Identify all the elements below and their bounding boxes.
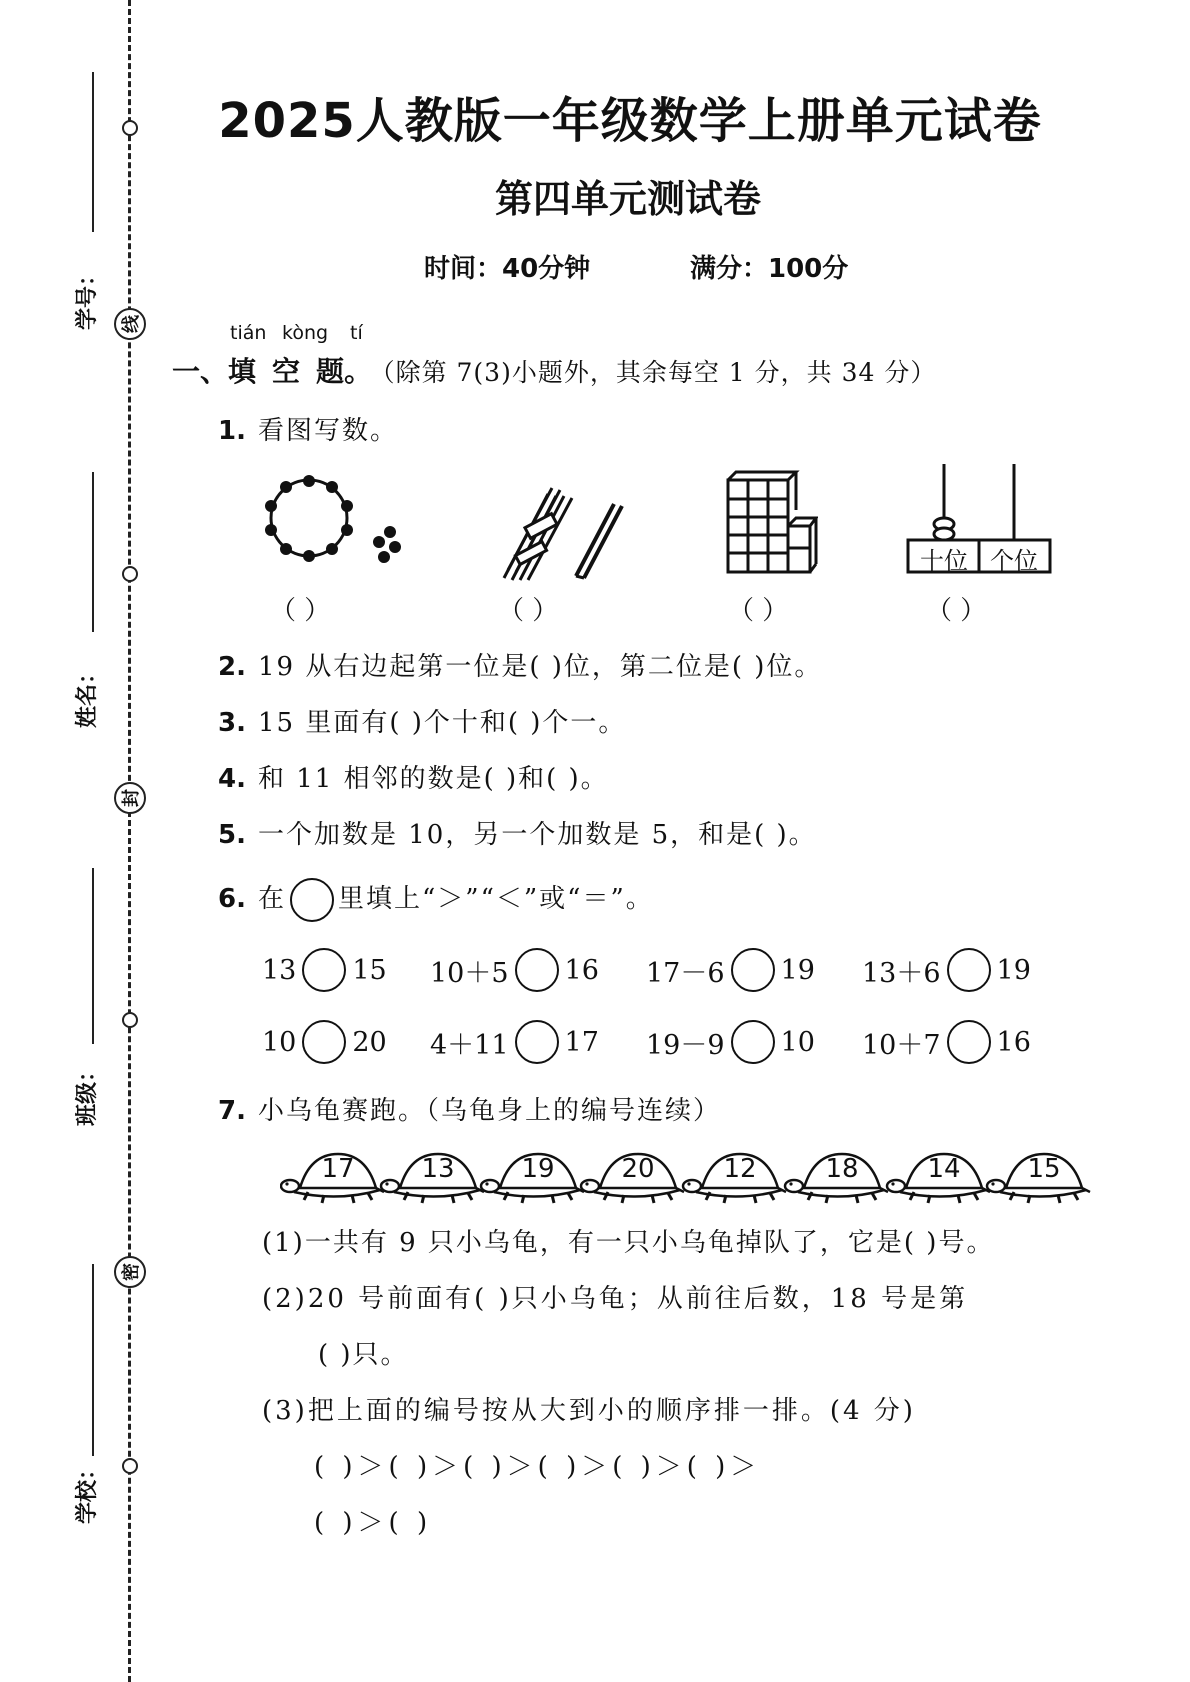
q7-part-2-cont[interactable]: ( )只。 [318,1340,409,1370]
question-3 [218,702,626,739]
abacus-label-ones: 个位 [990,547,1038,575]
abacus-figure [906,462,1052,574]
stick-bundle-figure [496,480,626,590]
question-7 [218,1090,721,1127]
order-chain-1[interactable]: ( )＞( )＞( )＞( )＞( )＞( )＞ [314,1452,762,1482]
dots-ring-figure [252,466,422,584]
field-school-label: 学校： [75,1457,100,1524]
turtle-number: 15 [1027,1154,1061,1184]
q7-part-3: (3)把上面的编号按从大到小的顺序排一排。(4 分) [262,1396,916,1426]
question-number: 4. [218,764,246,794]
field-class-label: 班级： [75,1059,100,1126]
question-number: 7. [218,1096,246,1126]
cube-blocks-figure [722,470,818,578]
question-text: 看图写数。 [257,416,398,446]
question-text[interactable]: 一个加数是 10，另一个加数是 5，和是( )。 [257,820,817,850]
pinyin-tian: tián [230,322,267,344]
question-text[interactable]: 15 里面有( )个十和( )个一。 [257,708,627,738]
question-number: 1. [218,416,246,446]
section-note: （除第 7(3)小题外，其余每空 1 分，共 34 分） [382,358,937,387]
field-student-number-label: 学号： [75,263,100,330]
circle-symbol [290,878,334,922]
pinyin-kong: kòng [282,322,329,344]
question-text[interactable]: 19 从右边起第一位是( )位，第二位是( )位。 [257,652,823,682]
binding-hole [122,566,138,582]
seal-feng: 封 [114,782,146,814]
margin-rule [92,868,94,1044]
compare-circle[interactable] [947,1020,991,1064]
seal-mi: 密 [114,1256,146,1288]
field-name-label: 姓名： [75,661,100,728]
turtle-number: 12 [723,1154,757,1184]
question-number: 2. [218,652,246,682]
question-text[interactable]: 和 11 相邻的数是( )和( )。 [257,764,609,794]
q7-part-1[interactable]: (1)一共有 9 只小乌龟，有一只小乌龟掉队了，它是( )号。 [262,1228,995,1258]
section-end: 。 [344,355,373,388]
compare-circle[interactable] [515,948,559,992]
section-number: 一、 [172,355,229,388]
question-number: 5. [218,820,246,850]
answer-blank[interactable]: （ ） [728,596,789,626]
turtle-number: 14 [927,1154,961,1184]
turtle-number: 19 [521,1154,555,1184]
question-1 [218,410,398,447]
turtle-row [280,1148,1100,1204]
binding-hole [122,1458,138,1474]
compare-circle[interactable] [302,948,346,992]
compare-circle[interactable] [731,1020,775,1064]
margin-rule [92,1264,94,1456]
compare-item: 10＋5 16 [430,948,599,992]
turtle-shapes [280,1148,1100,1204]
answer-blank[interactable]: （ ） [270,596,331,626]
abacus-label-tens: 十位 [920,547,968,575]
question-5 [218,814,817,851]
turtle-number: 13 [421,1154,455,1184]
question-text: 小乌龟赛跑。（乌龟身上的编号连续） [257,1096,721,1126]
binding-dashed-line [128,0,131,1682]
page-title: 2025人教版一年级数学上册单元试卷 [218,93,1042,149]
question-4 [218,758,609,795]
compare-circle[interactable] [515,1020,559,1064]
compare-item: 19－9 10 [646,1020,815,1064]
question-text: 在 [257,884,286,914]
compare-item: 13 15 [262,948,387,992]
binding-hole [122,1012,138,1028]
compare-item: 13＋6 19 [862,948,1031,992]
question-text: 里填上“＞”“＜”或“＝”。 [337,884,654,914]
answer-blank[interactable]: （ ） [926,596,987,626]
compare-item: 10＋7 16 [862,1020,1031,1064]
section-char: 填 [228,355,273,388]
question-number: 6. [218,884,246,914]
answer-blank[interactable]: （ ） [498,596,559,626]
pinyin-ti: tí [350,322,363,344]
compare-circle[interactable] [731,948,775,992]
page-subtitle: 第四单元测试卷 [494,177,761,221]
section-char: 空 [272,355,317,388]
compare-circle[interactable] [947,948,991,992]
question-6 [218,878,654,922]
time-limit: 时间：40分钟 [424,254,591,284]
q7-part-2[interactable]: (2)20 号前面有( )只小乌龟；从前往后数，18 号是第 [262,1284,969,1314]
question-2 [218,646,822,683]
section-char: 题 [316,355,345,388]
margin-rule [92,472,94,632]
compare-item: 10 20 [262,1020,387,1064]
compare-item: 17－6 19 [646,948,815,992]
turtle-number: 20 [621,1154,655,1184]
compare-circle[interactable] [302,1020,346,1064]
order-chain-2[interactable]: ( )＞( ) [314,1508,433,1538]
compare-item: 4＋11 17 [430,1020,599,1064]
turtle-number: 17 [321,1154,355,1184]
seal-xian: 线 [114,308,146,340]
full-score: 满分：100分 [690,254,849,284]
section-heading [172,350,936,390]
question-number: 3. [218,708,246,738]
turtle-number: 18 [825,1154,859,1184]
